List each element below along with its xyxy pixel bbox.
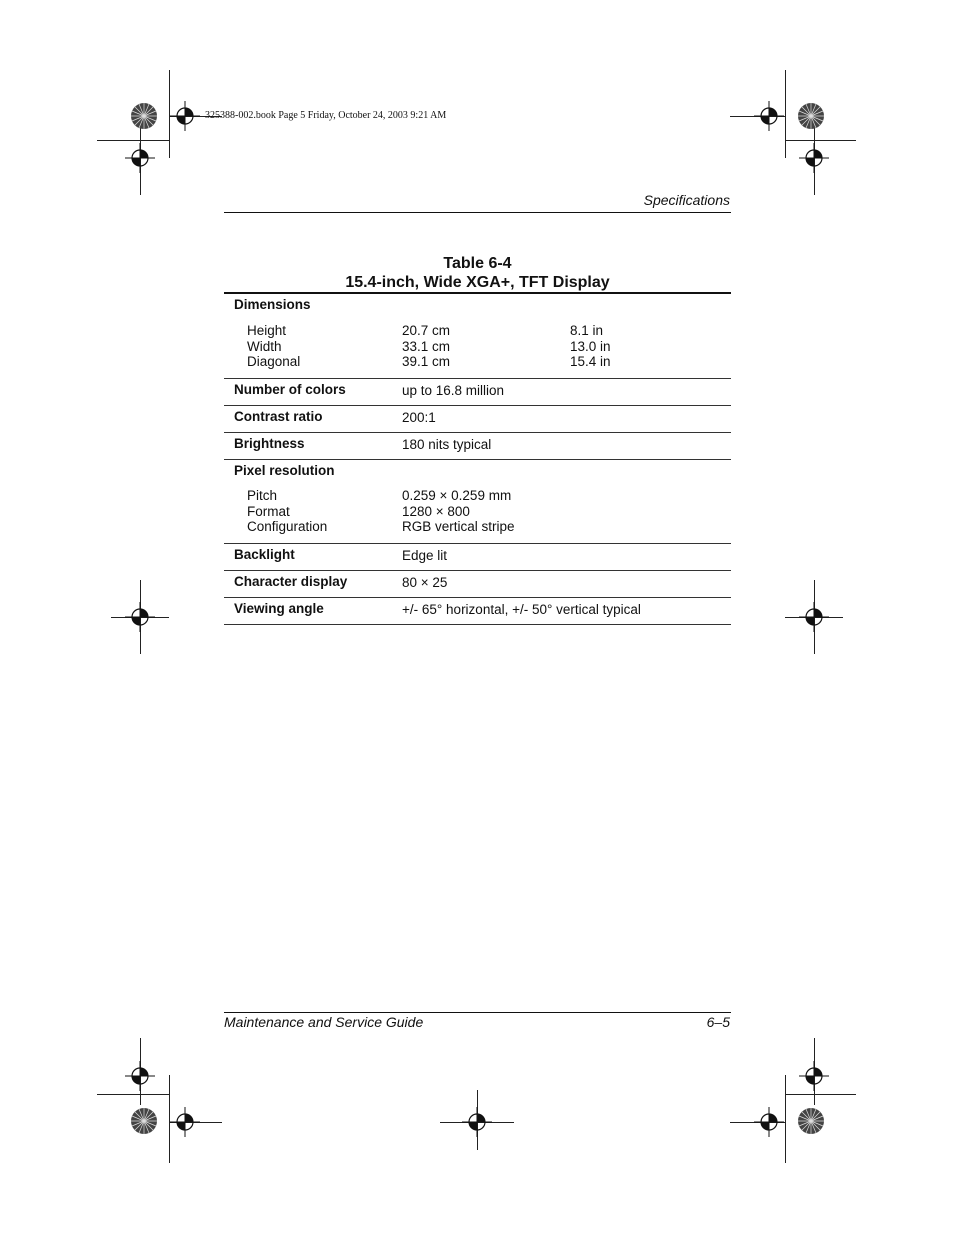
footer-rule	[224, 1012, 731, 1013]
table-row-pixel-resolution	[224, 460, 731, 544]
registration-mark-icon	[799, 1061, 829, 1091]
starburst-target-icon	[130, 102, 158, 130]
registration-mark-icon	[799, 143, 829, 173]
sub-row-height: Height 20.7 cm 8.1 in	[247, 323, 604, 338]
table-row-contrast	[224, 406, 731, 433]
row-value: 180 nits typical	[402, 437, 492, 452]
table-number: Table 6-4	[443, 255, 512, 272]
registration-mark-icon	[170, 1107, 200, 1137]
registration-mark-icon	[754, 1107, 784, 1137]
sub-row-diagonal: Diagonal 39.1 cm 15.4 in	[247, 354, 611, 369]
header-rule	[224, 212, 731, 213]
table-row-character-display	[224, 571, 731, 598]
sub-row-configuration: Configuration RGB vertical stripe	[247, 519, 515, 534]
row-label: Character display	[234, 574, 348, 589]
row-value: up to 16.8 million	[402, 383, 505, 398]
registration-mark-icon	[125, 143, 155, 173]
table-row-backlight	[224, 544, 731, 571]
row-label: Pixel resolution	[234, 463, 335, 478]
spec-table	[224, 292, 731, 625]
sub-row-format: Format 1280 × 800	[247, 503, 470, 519]
table-title: 15.4-inch, Wide XGA+, TFT Display	[345, 274, 610, 291]
table-row-brightness	[224, 433, 731, 460]
starburst-target-icon	[797, 1107, 825, 1135]
row-value: 200:1	[402, 410, 436, 425]
row-label: Number of colors	[234, 382, 346, 397]
sub-row-width: Width 33.1 cm 13.0 in	[247, 338, 611, 354]
table-row-viewing-angle	[224, 598, 731, 625]
registration-mark-icon	[462, 1107, 492, 1137]
starburst-target-icon	[797, 102, 825, 130]
registration-mark-icon	[125, 602, 155, 632]
row-label: Brightness	[234, 436, 305, 451]
row-value: +/- 65° horizontal, +/- 50° vertical typical	[402, 602, 641, 617]
row-value: Edge lit	[402, 548, 448, 563]
row-label: Backlight	[234, 547, 295, 562]
registration-mark-icon	[125, 1061, 155, 1091]
row-value: 80 × 25	[402, 575, 448, 590]
sub-row-pitch: Pitch 0.259 × 0.259 mm	[247, 488, 512, 503]
starburst-target-icon	[130, 1107, 158, 1135]
registration-mark-icon	[170, 101, 200, 131]
page-number: 6–5	[706, 1014, 730, 1030]
table-row-colors	[224, 379, 731, 406]
running-head: Specifications	[643, 192, 730, 208]
row-label: Dimensions	[234, 297, 311, 312]
registration-mark-icon	[799, 602, 829, 632]
table-row-dimensions	[224, 294, 731, 379]
footer-title: Maintenance and Service Guide	[224, 1014, 424, 1030]
row-label: Viewing angle	[234, 601, 324, 616]
row-label: Contrast ratio	[234, 409, 323, 424]
print-slug: 325388-002.book Page 5 Friday, October 24, 2003 9:21 AM	[205, 110, 447, 121]
registration-mark-icon	[754, 101, 784, 131]
